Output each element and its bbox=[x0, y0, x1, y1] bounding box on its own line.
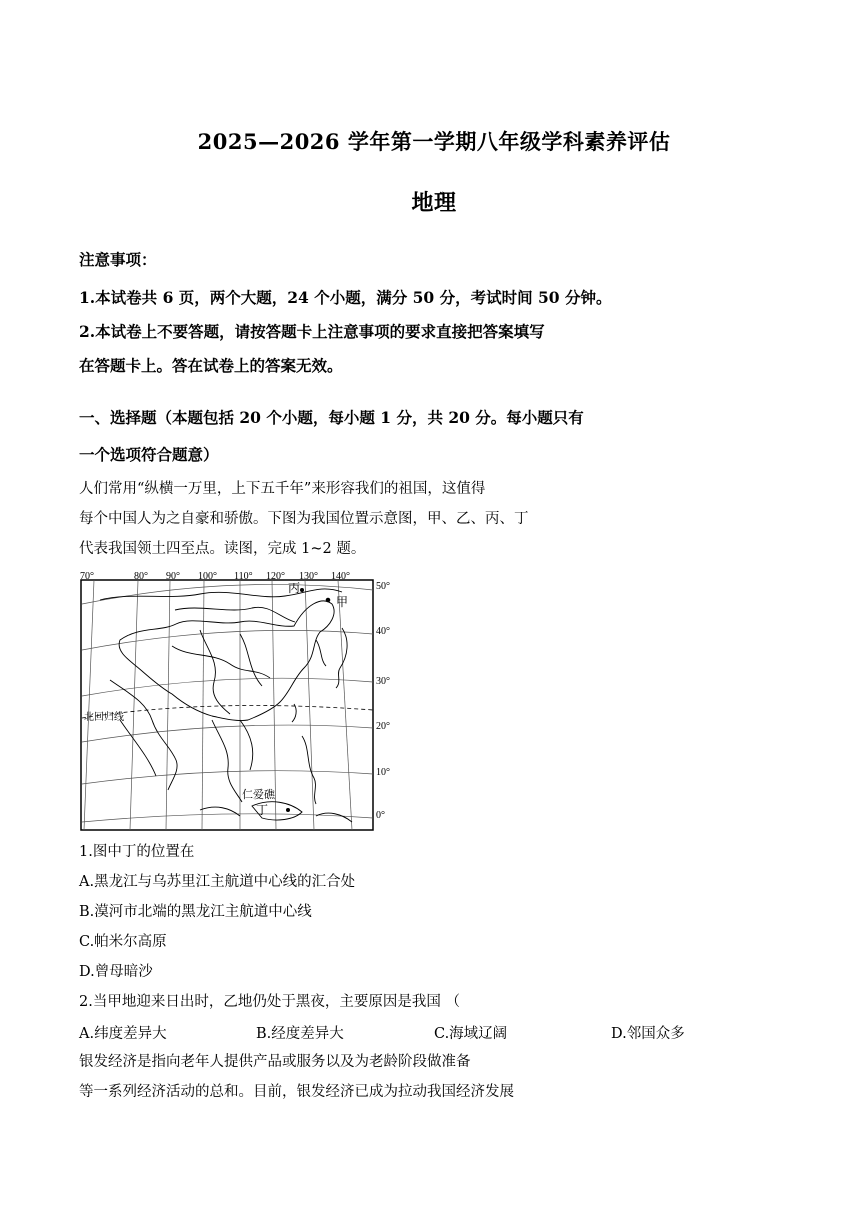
next-intro-line-2: 等一系列经济活动的总和。目前，银发经济已成为拉动我国经济发展 bbox=[79, 1084, 514, 1100]
notice-heading: 注意事项： bbox=[79, 250, 157, 269]
exam-title: 2025—2026 学年第一学期八年级学科素养评估 bbox=[197, 129, 671, 154]
q2-option-a: A.纬度差异大 bbox=[79, 1026, 167, 1042]
q1-option-a: A.黑龙江与乌苏里江主航道中心线的汇合处 bbox=[79, 874, 356, 890]
lat-label: 0° bbox=[376, 810, 385, 821]
point-jia-marker bbox=[326, 598, 331, 603]
notice-item-2: 2.本试卷上不要答题，请按答题卡上注意事项的要求直接把答案填写 bbox=[79, 322, 545, 341]
q2-option-c: C.海域辽阔 bbox=[434, 1026, 508, 1042]
lon-label: 140° bbox=[331, 571, 350, 582]
point-bing-marker bbox=[300, 588, 304, 592]
label-bing: 丙 bbox=[288, 581, 301, 595]
section1-heading: 一、选择题（本题包括 20 个小题，每小题 1 分，共 20 分。每小题只有 bbox=[79, 408, 584, 427]
notice-item-1: 1.本试卷共 6 页，两个大题，24 个小题，满分 50 分，考试时间 50 分钟。 bbox=[79, 288, 612, 307]
point-ding-marker bbox=[286, 808, 290, 812]
lon-label: 100° bbox=[198, 571, 217, 582]
label-reef: 仁爱礁 bbox=[242, 789, 275, 801]
q2-stem: 2.当甲地迎来日出时，乙地仍处于黑夜，主要原因是我国 （ bbox=[79, 994, 460, 1010]
lon-label: 110° bbox=[234, 571, 253, 582]
map-figure bbox=[80, 570, 396, 832]
q1-option-c: C.帕米尔高原 bbox=[79, 934, 167, 950]
q1-stem: 1.图中丁的位置在 bbox=[79, 844, 195, 860]
lon-label: 130° bbox=[299, 571, 318, 582]
label-tropic: 北回归线 bbox=[84, 712, 124, 723]
next-intro-line-1: 银发经济是指向老年人提供产品或服务以及为老龄阶段做准备 bbox=[79, 1054, 471, 1070]
lon-label: 90° bbox=[166, 571, 180, 582]
section1-heading-cont: 一个选项符合题意） bbox=[79, 445, 219, 464]
q2-option-b: B.经度差异大 bbox=[256, 1026, 344, 1042]
lon-label: 70° bbox=[80, 571, 94, 582]
q2-option-d: D.邻国众多 bbox=[611, 1026, 685, 1042]
q1-option-b: B.漠河市北端的黑龙江主航道中心线 bbox=[79, 904, 312, 920]
intro-line-1: 人们常用“纵横一万里，上下五千年”来形容我们的祖国，这值得 bbox=[79, 481, 486, 497]
subject-title: 地理 bbox=[411, 190, 457, 216]
label-ding: 丁 bbox=[256, 803, 269, 817]
q1-option-d: D.曾母暗沙 bbox=[79, 964, 153, 980]
intro-line-2: 每个中国人为之自豪和骄傲。下图为我国位置示意图，甲、乙、丙、丁 bbox=[79, 511, 529, 527]
lat-label: 30° bbox=[376, 676, 390, 687]
lat-label: 20° bbox=[376, 721, 390, 732]
lon-label: 120° bbox=[266, 571, 285, 582]
intro-line-3: 代表我国领土四至点。读图，完成 1~2 题。 bbox=[79, 541, 366, 557]
lat-label: 40° bbox=[376, 626, 390, 637]
label-jia: 甲 bbox=[336, 595, 349, 609]
china-location-map bbox=[80, 570, 396, 832]
lat-label: 50° bbox=[376, 581, 390, 592]
lon-label: 80° bbox=[134, 571, 148, 582]
map-frame bbox=[81, 580, 373, 830]
notice-item-2-cont: 在答题卡上。答在试卷上的答案无效。 bbox=[79, 356, 343, 375]
lat-label: 10° bbox=[376, 767, 390, 778]
